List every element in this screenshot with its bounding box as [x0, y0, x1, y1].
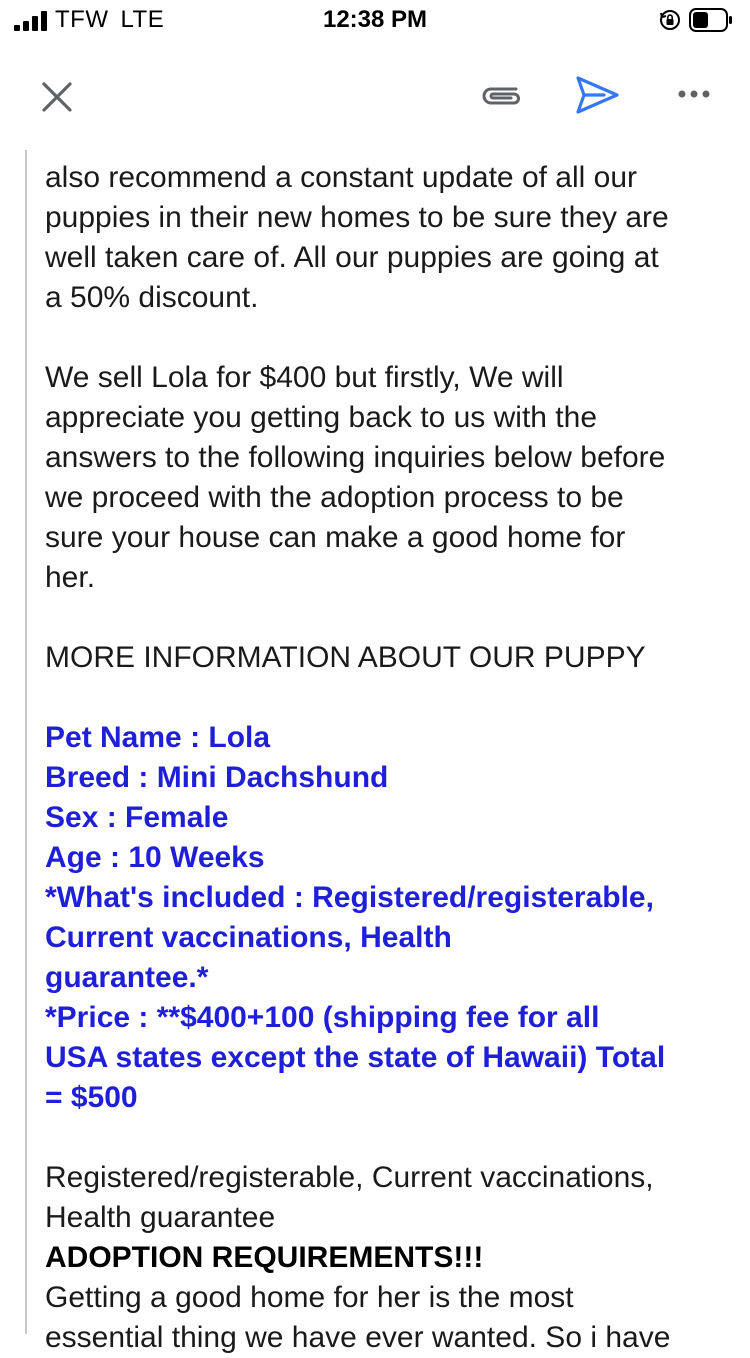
send-icon[interactable]: [574, 74, 620, 116]
detail-breed: Breed : Mini Dachshund: [45, 761, 389, 794]
more-icon[interactable]: [674, 86, 714, 102]
paperclip-icon[interactable]: [478, 78, 526, 112]
detail-price: USA states except the state of Hawaii) Total: [45, 1041, 666, 1074]
message-line: answers to the following inquiries below before: [45, 441, 666, 474]
detail-pet-name: Pet Name : Lola: [45, 721, 271, 754]
message-line: essential thing we have ever wanted. So i have: [45, 1321, 671, 1354]
status-bar: [0, 0, 750, 40]
rotation-lock-icon: [659, 9, 681, 31]
message-line: her.: [45, 561, 96, 594]
detail-sex: Sex : Female: [45, 801, 229, 834]
carrier-name: TFW: [55, 6, 109, 33]
message-line: appreciate you getting back to us with the: [45, 401, 598, 434]
message-line: a 50% discount.: [45, 281, 259, 314]
requirements-heading: ADOPTION REQUIREMENTS!!!: [45, 1241, 484, 1274]
network-type: LTE: [120, 6, 165, 33]
detail-age: Age : 10 Weeks: [45, 841, 265, 874]
message-line: Health guarantee: [45, 1201, 276, 1234]
message-line: also recommend a constant update of all our: [45, 161, 638, 194]
message-line: puppies in their new homes to be sure they are: [45, 201, 669, 234]
detail-price: = $500: [45, 1081, 138, 1114]
section-heading: MORE INFORMATION ABOUT OUR PUPPY: [45, 641, 646, 674]
message-line: well taken care of. All our puppies are going at: [45, 241, 659, 274]
message-line: Registered/registerable, Current vaccinations,: [45, 1161, 654, 1194]
detail-included: Current vaccinations, Health: [45, 921, 452, 954]
status-time: 12:38 PM: [322, 6, 428, 33]
close-icon[interactable]: [38, 78, 76, 116]
message-line: We sell Lola for $400 but firstly, We will: [45, 361, 564, 394]
message-line: we proceed with the adoption process to be: [45, 481, 624, 514]
quote-bar: [25, 150, 27, 1334]
message-body: [45, 158, 735, 1358]
message-line: sure your house can make a good home for: [45, 521, 626, 554]
detail-included: guarantee.*: [45, 961, 209, 994]
detail-price: *Price : **$400+100 (shipping fee for all: [45, 1001, 600, 1034]
compose-toolbar: [0, 60, 750, 132]
detail-included: *What's included : Registered/registerable,: [45, 881, 654, 914]
battery-icon: [689, 8, 733, 32]
message-line: Getting a good home for her is the most: [45, 1281, 574, 1314]
